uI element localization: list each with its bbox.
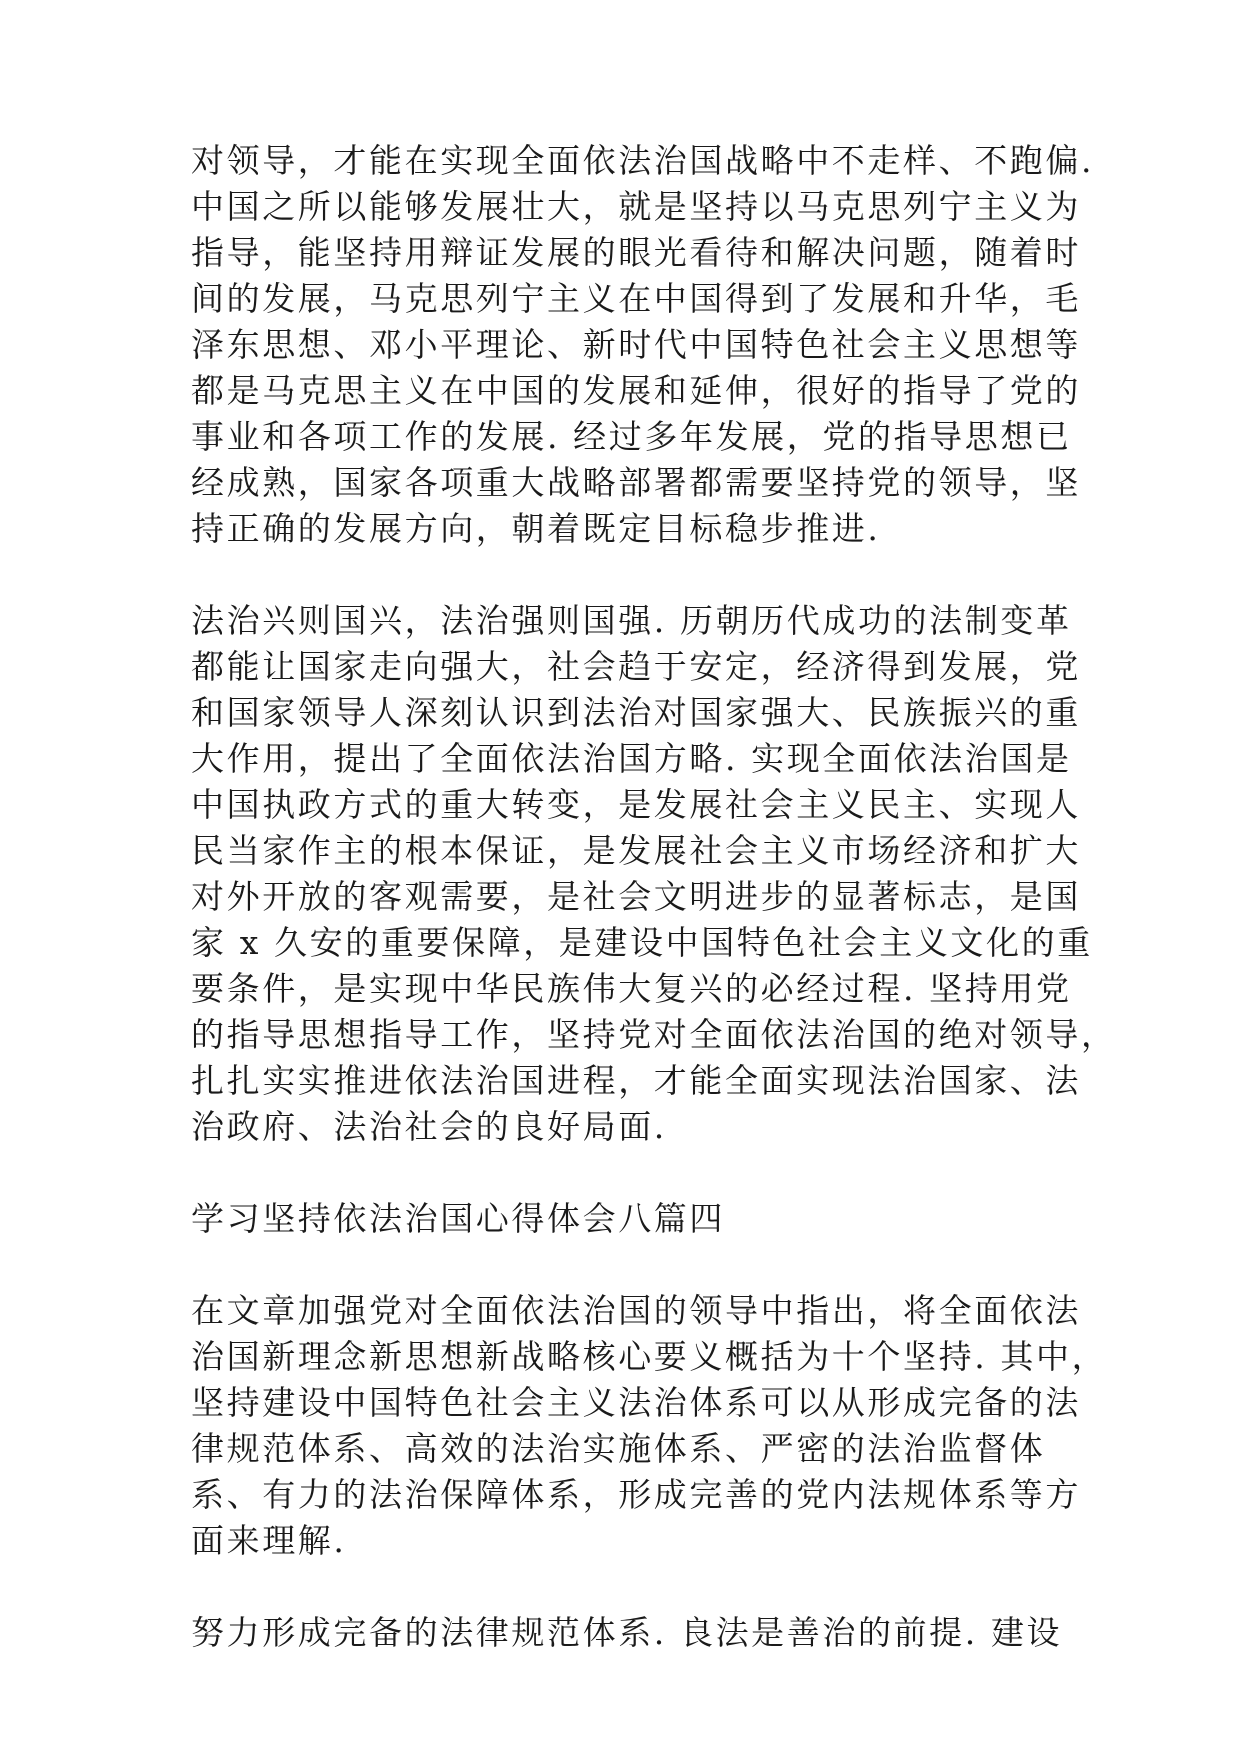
text-line: 的指导思想指导工作，坚持党对全面依法治国的绝对领导， [191,1015,1117,1054]
paragraph [191,1288,1108,1564]
document-page [191,138,1117,1656]
text-line: 事业和各项工作的发展. 经过多年发展，党的指导思想已 [191,417,1072,456]
text-line: 律规范体系、高效的法治实施体系、严密的法治监督体 [191,1429,1046,1468]
text-line: 治国新理念新思想新战略核心要义概括为十个坚持. 其中， [191,1337,1108,1376]
paragraph [191,1610,1063,1656]
text-line: 都能让国家走向强大，社会趋于安定，经济得到发展，党 [191,647,1081,686]
text-line: 家 x 久安的重要保障，是建设中国特色社会主义文化的重 [191,923,1093,962]
text-line: 法治兴则国兴，法治强则国强. 历朝历代成功的法制变革 [191,601,1072,640]
text-line: 经成熟，国家各项重大战略部署都需要坚持党的领导，坚 [191,463,1081,502]
text-line: 持正确的发展方向，朝着既定目标稳步推进. [191,509,881,548]
text-line: 面来理解. [191,1521,347,1560]
text-line: 在文章加强党对全面依法治国的领导中指出，将全面依法 [191,1291,1081,1330]
text-line: 指导，能坚持用辩证发展的眼光看待和解决问题，随着时 [191,233,1081,272]
text-line: 对外开放的客观需要，是社会文明进步的显著标志，是国 [191,877,1081,916]
section-heading [191,1196,1051,1242]
text-line: 中国之所以能够发展壮大，就是坚持以马克思列宁主义为 [191,187,1081,226]
text-line: 扎扎实实推进依法治国进程，才能全面实现法治国家、法 [191,1061,1081,1100]
text-line: 努力形成完备的法律规范体系. 良法是善治的前提. 建设 [191,1613,1063,1652]
text-line: 对领导，才能在实现全面依法治国战略中不走样、不跑偏. [191,141,1095,180]
text-line: 泽东思想、邓小平理论、新时代中国特色社会主义思想等 [191,325,1081,364]
text-line: 间的发展，马克思列宁主义在中国得到了发展和升华，毛 [191,279,1081,318]
text-line: 和国家领导人深刻认识到法治对国家强大、民族振兴的重 [191,693,1081,732]
text-line: 都是马克思主义在中国的发展和延伸，很好的指导了党的 [191,371,1081,410]
text-line: 治政府、法治社会的良好局面. [191,1107,667,1146]
text-line: 大作用，提出了全面依法治国方略. 实现全面依法治国是 [191,739,1072,778]
text-line: 坚持建设中国特色社会主义法治体系可以从形成完备的法 [191,1383,1081,1422]
text-line: 民当家作主的根本保证，是发展社会主义市场经济和扩大 [191,831,1081,870]
paragraph [191,138,1095,552]
text-line: 要条件，是实现中华民族伟大复兴的必经过程. 坚持用党 [191,969,1072,1008]
text-line: 中国执政方式的重大转变，是发展社会主义民主、实现人 [191,785,1081,824]
heading-text: 学习坚持依法治国心得体会八篇四 [191,1199,725,1238]
text-line: 系、有力的法治保障体系，形成完善的党内法规体系等方 [191,1475,1081,1514]
paragraph [191,598,1117,1150]
